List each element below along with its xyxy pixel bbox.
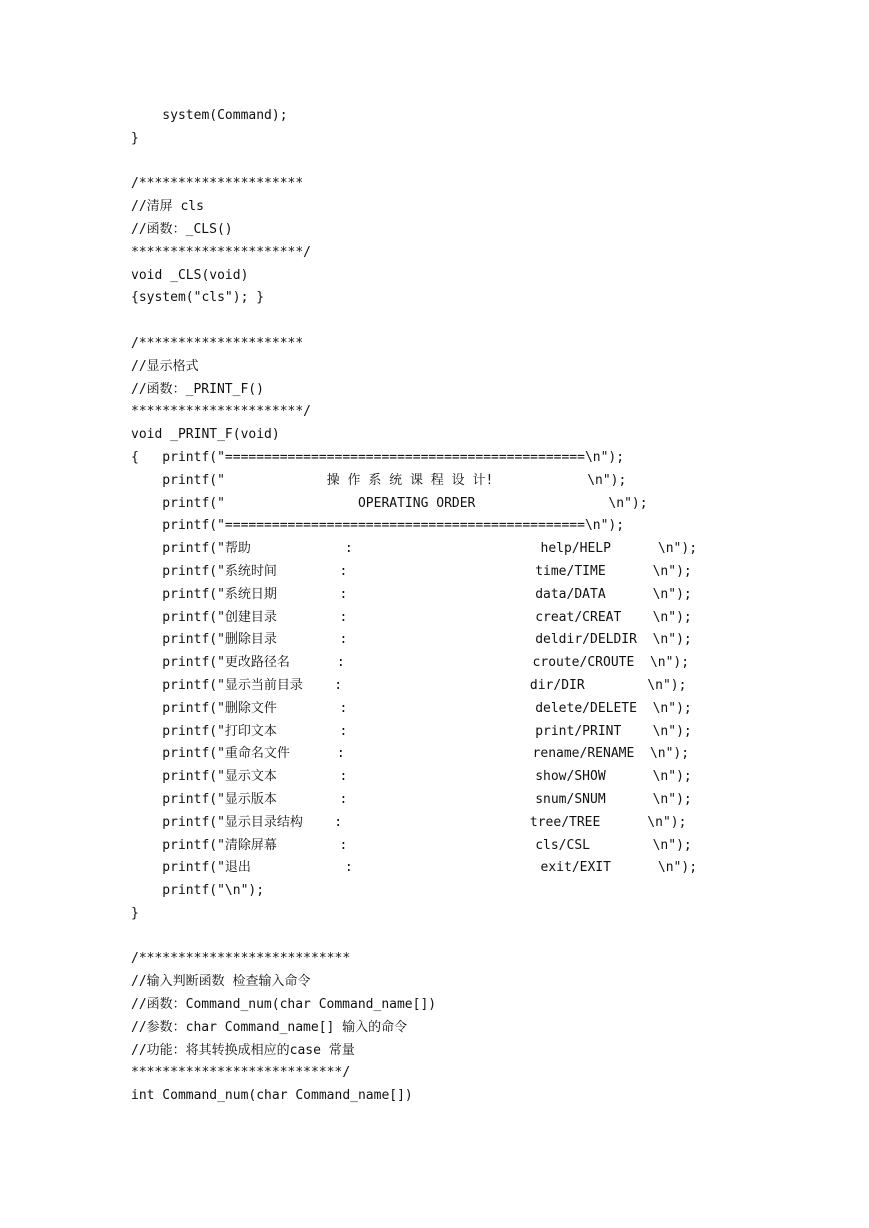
code-line: //函数：_PRINT_F() (131, 381, 264, 397)
code-line (131, 151, 697, 174)
code-line: { printf("==============================================\n"); (131, 449, 625, 465)
code-line: } (131, 905, 139, 921)
code-line: printf("帮助 : help/HELP \n"); (131, 541, 698, 557)
code-line: printf("重命名文件 : rename/RENAME \n"); (131, 746, 690, 762)
code-line: //清屏 cls (131, 199, 204, 215)
code-line: printf("系统日期 : data/DATA \n"); (131, 586, 692, 602)
code-line: //功能：将其转换成相应的case 常量 (131, 1042, 355, 1058)
code-line: printf("显示目录结构 : tree/TREE \n"); (131, 814, 687, 830)
code-line: //显示格式 (131, 358, 199, 374)
code-line (131, 310, 697, 333)
code-line: void _PRINT_F(void) (131, 427, 280, 443)
code-line: /********************* (131, 176, 304, 192)
code-line: printf("系统时间 : time/TIME \n"); (131, 563, 692, 579)
code-line (131, 926, 697, 949)
code-line: ***************************/ (131, 1065, 351, 1081)
code-line: //参数：char Command_name[] 输入的命令 (131, 1019, 408, 1035)
code-line: void _CLS(void) (131, 267, 249, 283)
code-line: **********************/ (131, 244, 312, 260)
code-line: printf("打印文本 : print/PRINT \n"); (131, 723, 692, 739)
code-line: printf("更改路径名 : croute/CROUTE \n"); (131, 655, 690, 671)
code-line: printf("显示当前目录 : dir/DIR \n"); (131, 677, 687, 693)
code-line: printf("退出 : exit/EXIT \n"); (131, 860, 698, 876)
code-line: /*************************** (131, 951, 351, 967)
code-line: printf("删除目录 : deldir/DELDIR \n"); (131, 632, 692, 648)
code-line: /********************* (131, 335, 304, 351)
code-line: **********************/ (131, 404, 312, 420)
code-line: } (131, 130, 139, 146)
code-line: printf("显示文本 : show/SHOW \n"); (131, 769, 692, 785)
code-line: int Command_num(char Command_name[]) (131, 1088, 413, 1104)
code-line: printf(" OPERATING ORDER \n"); (131, 495, 648, 511)
code-line: system(Command); (131, 108, 288, 123)
code-line: //输入判断函数 检查输入命令 (131, 974, 311, 990)
code-block (131, 105, 697, 1108)
code-line: //函数：Command_num(char Command_name[]) (131, 997, 437, 1013)
code-line: printf("清除屏幕 : cls/CSL \n"); (131, 837, 692, 853)
code-line: printf("显示版本 : snum/SNUM \n"); (131, 791, 692, 807)
code-line: {system("cls"); } (131, 290, 265, 306)
code-line: printf("\n"); (131, 883, 265, 899)
code-line: printf("创建目录 : creat/CREAT \n"); (131, 609, 692, 625)
code-line: printf("==============================================\n"); (131, 518, 625, 534)
code-line: printf("删除文件 : delete/DELETE \n"); (131, 700, 692, 716)
code-line: printf(" 操 作 系 统 课 程 设 计! \n"); (131, 472, 627, 488)
code-line: //函数：_CLS() (131, 221, 233, 237)
